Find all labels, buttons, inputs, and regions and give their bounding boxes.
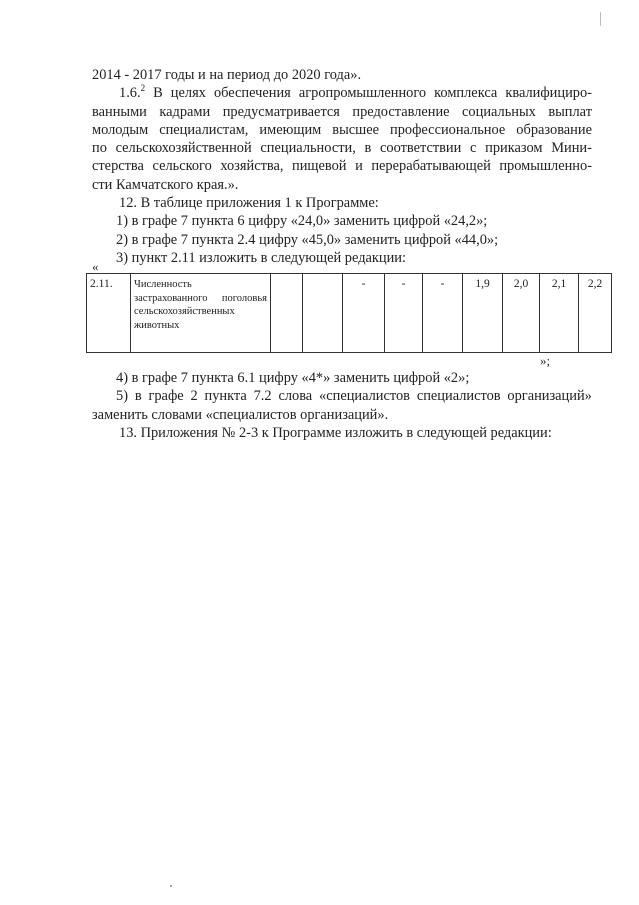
word: 7.2 (253, 388, 272, 405)
table-cell: 2,0 (503, 274, 540, 353)
word: в (364, 140, 372, 157)
word: графе (148, 388, 184, 405)
word: целях (170, 85, 206, 102)
text-line (92, 66, 592, 84)
opening-quote: « (92, 259, 99, 274)
scan-edge-mark (600, 12, 601, 26)
word: предусматривается (222, 103, 340, 120)
word: слова (278, 388, 313, 405)
word: по (92, 140, 107, 157)
table-cell: - (423, 274, 463, 353)
section-heading-12: 12. В таблице приложения 1 к Программе: (119, 195, 379, 212)
list-item-2: 2) в графе 7 пункта 2.4 цифру «45,0» заменить цифрой «44,0»; (116, 231, 499, 248)
amendment-table (86, 273, 612, 353)
table-cell: 1,9 (463, 274, 503, 353)
word: специалистам, (159, 121, 249, 138)
table-row (87, 274, 612, 353)
word: 2 (190, 388, 198, 405)
word: предоставление (352, 103, 450, 120)
text-line-justified (92, 157, 592, 175)
word: и (355, 158, 363, 175)
word: высшее (332, 121, 379, 138)
text-line (92, 194, 592, 212)
word: перерабатывающей (371, 158, 491, 175)
text-line-content: сти Камчатского края.». (92, 176, 239, 193)
list-item-1: 1) в графе 7 пункта 6 цифру «24,0» заменить цифрой «24,2»; (116, 213, 488, 230)
word: стерства (92, 158, 144, 175)
word: агропромышленного (298, 85, 427, 102)
text-line-justified (92, 103, 592, 121)
table-cell: - (343, 274, 385, 353)
text-line (92, 212, 592, 230)
word: Мини- (551, 140, 592, 157)
amendment-text-top (92, 66, 592, 267)
word: комплекса (434, 85, 498, 102)
word: соответствии (380, 140, 462, 157)
word: социальных (462, 103, 536, 120)
word: 5) (116, 388, 128, 405)
word: хозяйства, (220, 158, 284, 175)
word: сельского (152, 158, 212, 175)
scan-speck (170, 885, 172, 887)
word: выплат (548, 103, 592, 120)
closing-quote: »; (540, 353, 551, 368)
table-cell (303, 274, 343, 353)
word: образование (516, 121, 592, 138)
text-line (92, 424, 592, 442)
amendment-text-bottom (92, 369, 592, 442)
word: кадрами (159, 103, 211, 120)
word: пункта (204, 388, 247, 405)
word: в (134, 388, 142, 405)
table-cell: - (385, 274, 423, 353)
word: профессиональное (390, 121, 506, 138)
word: приказом (485, 140, 543, 157)
clause-superscript: 2 (140, 83, 146, 94)
section-heading-13: 13. Приложения № 2-3 к Программе изложить в следующей редакции: (119, 424, 552, 441)
row-number-cell: 2.11. (87, 274, 131, 353)
text-line (92, 369, 592, 387)
word: организаций» (507, 388, 592, 405)
text-line (92, 231, 592, 249)
word: промышленно- (499, 158, 592, 175)
clause-number-main: 1.6. (119, 85, 141, 102)
text-line-justified (92, 139, 592, 157)
word: пищевой (292, 158, 347, 175)
text-line-content: 2014 - 2017 годы и на период до 2020 года». (92, 67, 362, 83)
word: имеющим (259, 121, 322, 138)
table-cell: 2,2 (579, 274, 612, 353)
text-line-content: заменить словами «специалистов организаций». (92, 406, 389, 423)
word: специалистов (416, 388, 501, 405)
word: обеспечения (213, 85, 291, 102)
word: В (153, 85, 163, 102)
clause-number (119, 84, 145, 102)
word: сельскохозяйственной (115, 140, 252, 157)
word: ванными (92, 103, 147, 120)
text-line (92, 249, 592, 267)
list-item-4: 4) в графе 7 пункта 6.1 цифру «4*» заменить цифрой «2»; (116, 370, 470, 386)
word: молодым (92, 121, 149, 138)
text-line (92, 176, 592, 194)
indicator-description-cell: Численность застрахованного поголовья сельскохозяйственных животных (131, 274, 271, 353)
word: с (470, 140, 477, 157)
word: специальности, (260, 140, 356, 157)
word: квалифициро- (505, 85, 592, 102)
text-line-justified (92, 387, 592, 405)
list-item-3: 3) пункт 2.11 изложить в следующей редакции: (116, 249, 407, 266)
text-line-justified (92, 84, 592, 102)
text-line-justified (92, 121, 592, 139)
text-line (92, 406, 592, 424)
table-cell: 2,1 (540, 274, 579, 353)
table-cell (271, 274, 303, 353)
word: «специалистов (319, 388, 410, 405)
